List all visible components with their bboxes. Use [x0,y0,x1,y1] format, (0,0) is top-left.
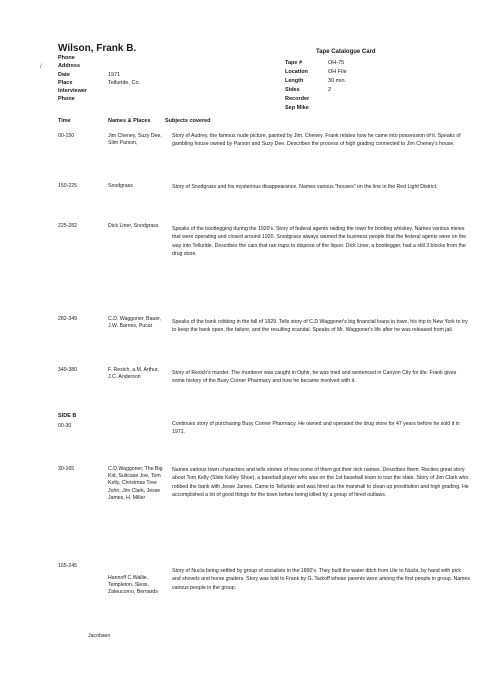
interviewer-phone-label: Phone [58,96,75,102]
location-label: Location [285,69,308,75]
row-time: 150-225 [58,183,78,189]
interviewee-name: Wilson, Frank B. [58,43,137,54]
address-label: Address [58,63,81,69]
row-names: Dick Liner, Snodgrass [108,223,159,229]
names-places-header: Names & Places [108,118,151,124]
tape-number-value: OH-75 [328,60,345,66]
margin-mark: / [40,64,42,70]
row-time: 165-245 [58,563,78,569]
interviewer-label: Interviewer [58,88,88,94]
footer-name: Jacobsen [88,633,111,639]
recorder-label: Recorder [285,96,310,102]
subjects-header: Subjects covered [165,118,211,124]
row-time: 30-165 [58,466,75,472]
length-label: Length [285,78,304,84]
row-subjects: Names various town characters and tells stories of how some of them got their nick names. Describes them. Recites great story about Tom Kelly (Slide Kelley Shoe), a baseball player who was on the 1st baseball team to tour the state. Story of Jim Clark who robbed the bank with Jesse James. Came to Telluride and was hired as the marshall to clean up prostitution and high grading. He accomplished a lot of good things for the town before being killed by a group of hired outlaws. [172,467,469,499]
row-time: 00-150 [58,133,75,139]
date-label: Date [58,72,70,78]
sides-label: Sides [285,87,300,93]
sides-value: 2 [328,87,332,93]
tape-number-label: Tape # [285,60,303,66]
row-names: C.D. Waggoner, Bauer, J.W. Barnes, Pucar [108,316,162,330]
row-names: C.D.Waggoner, The Big Kid, Suitcase Joe, Tom Kelly, Christmas Tree John, Jim Clark, Jesse James, H. Miller [108,466,163,501]
time-column-header: Time [58,118,71,124]
length-value: 30 min. [328,78,347,84]
row-subjects: Continues story of purchasing Busy Corner Pharmacy. He owned and operated the drug store for 47 years before he sold it in 1971. [172,421,460,436]
card-title: Tape Catalogue Card [316,49,376,55]
row-subjects: Story of Audrey, the famous nude picture, painted by Jim. Cheney. Frank relates how he came into possession of it. Speaks of gambling house owned by Parson and Suzy Dee. Describes the process of high grading connected to Jim Cheney's house. [172,133,461,148]
place-label: Place [58,80,73,86]
row-subjects: Speaks of the bootlegging during the 1920's. Story of federal agents raiding the town for bootleg whiskey. Names various mines that were operating and closed around 1920. Snodgrass always warned the business people that the federal agents were on the way into Telluride. Describes the cars that ran traps to dispose of the liquor. Dick Liner, a bootlegger, had a still 3 blocks from the drug store. [172,226,467,258]
row-time: 282-349 [58,316,78,322]
side-b-label: SIDE B [58,413,77,419]
date-value: 1971 [108,72,121,78]
phone-label: Phone [58,55,75,61]
row-names: Hannoff C.Wallie, Templeton, Sless, Zaleucorno, Bernards [108,575,158,596]
row-subjects: Speaks of the bank robbing in the fall of 1929. Tells story of C.D Waggoner's big financial loans in town, his trip to New York to try to keep the bank open, the failure, and the resulting scandal. Speaks of Mr. Waggoner's life after he was released from jail. [172,319,468,334]
row-names: F. Resich, a.M. Arthur, J.C. Anderson [108,367,159,381]
sep-mike-label: Sep Mike [285,105,309,111]
row-time: 349-380 [58,367,78,373]
row-subjects: Story of Resich's murder. The murderer was caught in Ophir, he was tried and sentenced in Canyon City for life. Frank gives some history of the Busy Corner Pharmacy and how he became involved with it. [172,370,457,385]
location-value: OH File [328,69,347,75]
row-time: 00-30 [58,423,72,429]
row-names: Jim Cheney, Suzy Dee, Slim Parson, [108,133,162,147]
row-names: Snodgrass [108,183,133,189]
row-subjects: Story of Nucla being settled by group of socialists in the 1890's. They built the water ditch from Ute to Nucla, by hand with pick and shovels and horse graders. Story was told to Frank by G. Tarkoff whose parents were among the first people in group. Names various people in the group. [172,568,470,591]
row-time: 225-282 [58,223,78,229]
place-value: Telluride, Co. [108,80,141,86]
row-subjects: Story of Snodgrass and his mysterious disappearance. Names various "houses" on the line in the Red Light District. [172,184,438,190]
